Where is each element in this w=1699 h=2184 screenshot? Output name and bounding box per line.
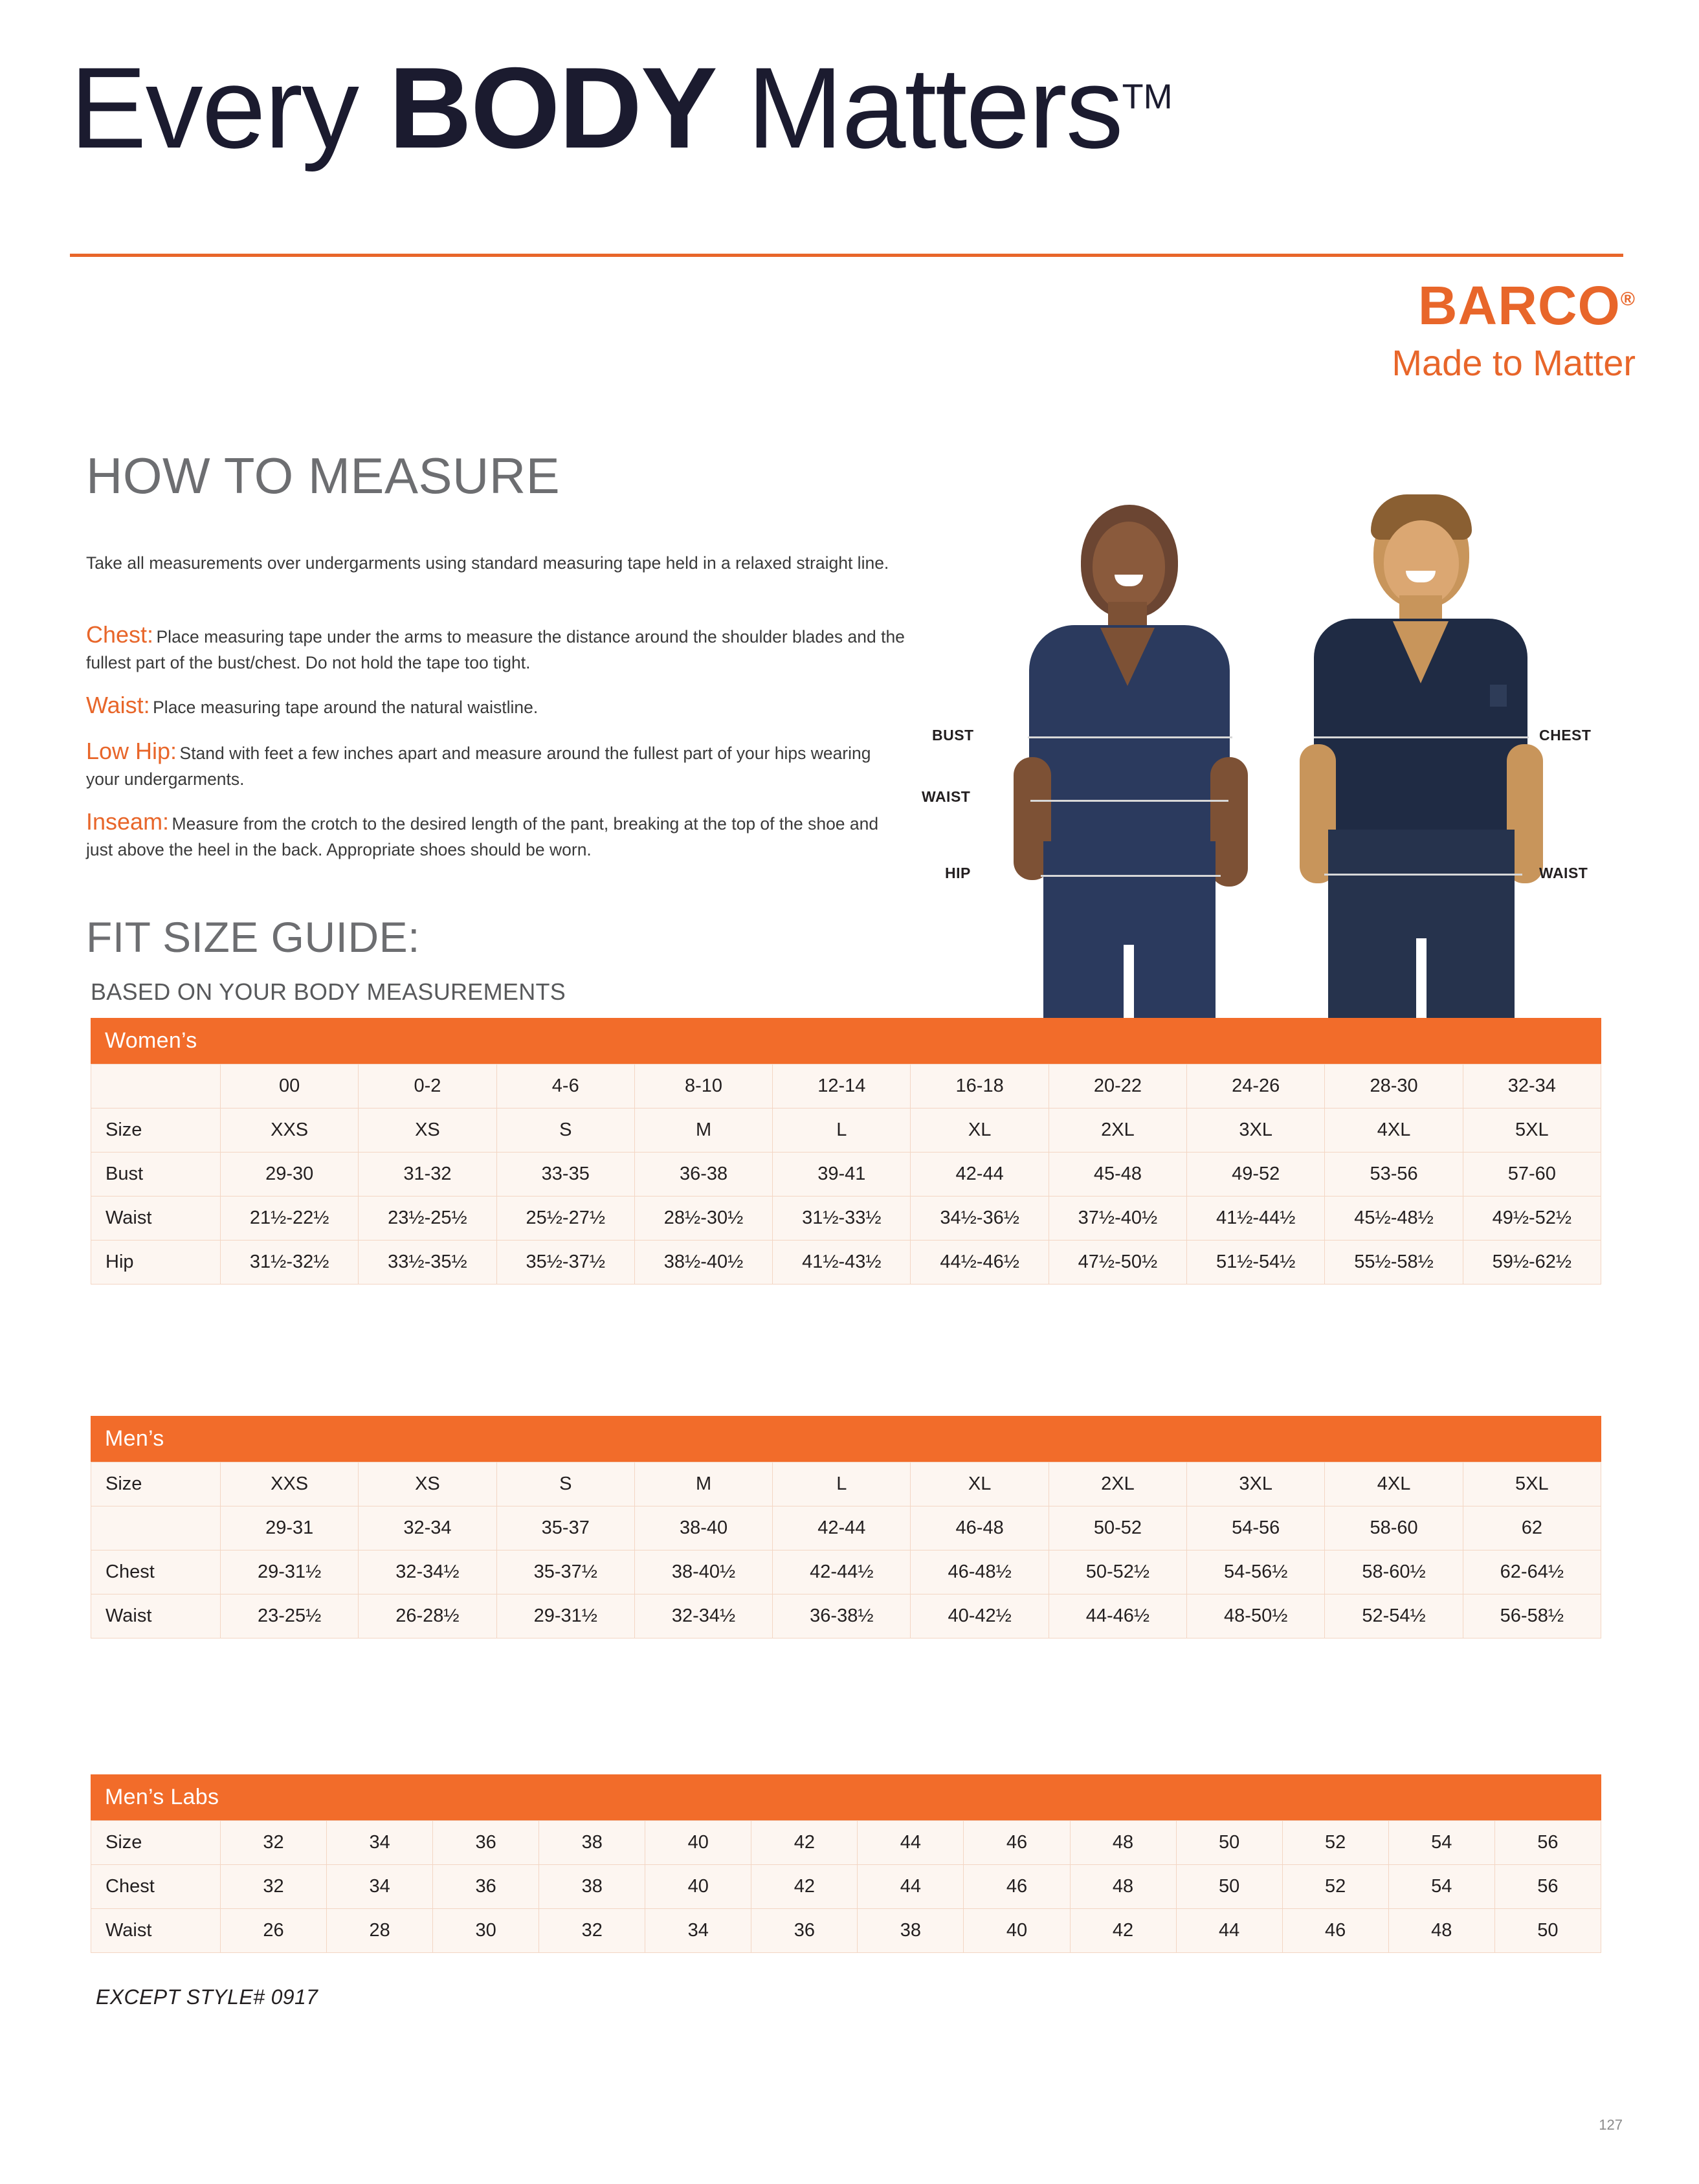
cell: XL xyxy=(911,1109,1049,1153)
cell: 42-44 xyxy=(773,1506,911,1550)
cell: 3XL xyxy=(1187,1462,1325,1506)
intro-paragraph: Take all measurements over undergarments using standard measuring tape held in a relaxed straight line. xyxy=(86,553,889,573)
cell: 25½-27½ xyxy=(496,1197,634,1241)
cell: 44 xyxy=(1176,1909,1282,1953)
cell: XS xyxy=(359,1462,496,1506)
cell: 2XL xyxy=(1049,1109,1186,1153)
definition-term: Waist: xyxy=(86,691,150,718)
cell: 45-48 xyxy=(1049,1153,1186,1197)
cell: 35-37 xyxy=(496,1506,634,1550)
cell: 12-14 xyxy=(773,1064,911,1109)
cell: 62-64½ xyxy=(1463,1550,1601,1594)
definition-text: Place measuring tape under the arms to measure the distance around the shoulder blades and the fullest part of the bust/chest. Do not hold the tape too tight. xyxy=(86,627,905,673)
table-row xyxy=(91,1462,1601,1506)
cell: 46-48½ xyxy=(911,1550,1049,1594)
masthead-word-matters: Matters xyxy=(747,43,1122,172)
row-label xyxy=(91,1506,221,1550)
cell: 32 xyxy=(221,1821,327,1865)
definition-term: Inseam: xyxy=(86,808,170,835)
cell: 35-37½ xyxy=(496,1550,634,1594)
row-label: Chest xyxy=(91,1550,221,1594)
cell: 44½-46½ xyxy=(911,1241,1049,1285)
row-label: Hip xyxy=(91,1241,221,1285)
cell: 29-31½ xyxy=(221,1550,359,1594)
cell: 38-40 xyxy=(634,1506,772,1550)
cell: 2XL xyxy=(1049,1462,1186,1506)
female-right-arm xyxy=(1210,757,1248,887)
divider xyxy=(70,254,1623,257)
cell: 40 xyxy=(645,1821,751,1865)
cell: XL xyxy=(911,1462,1049,1506)
womens-table-heading: Women’s xyxy=(91,1018,1601,1064)
brand-logo xyxy=(1392,275,1636,384)
table-row xyxy=(91,1550,1601,1594)
mens-labs-table-heading: Men’s Labs xyxy=(91,1774,1601,1820)
cell: 30 xyxy=(433,1909,539,1953)
cell: 8-10 xyxy=(634,1064,772,1109)
cell: 42 xyxy=(751,1821,858,1865)
cell: 42-44 xyxy=(911,1153,1049,1197)
cell: 41½-43½ xyxy=(773,1241,911,1285)
cell: 46 xyxy=(964,1821,1070,1865)
cell: 57-60 xyxy=(1463,1153,1601,1197)
cell: 31½-33½ xyxy=(773,1197,911,1241)
cell: L xyxy=(773,1462,911,1506)
cell: 58-60 xyxy=(1325,1506,1463,1550)
mens-labs-table xyxy=(91,1774,1601,1953)
cell: 24-26 xyxy=(1187,1064,1325,1109)
cell: 26-28½ xyxy=(359,1594,496,1638)
cell: 23-25½ xyxy=(221,1594,359,1638)
row-label: Size xyxy=(91,1462,221,1506)
trademark-symbol: TM xyxy=(1122,77,1173,116)
cell: 41½-44½ xyxy=(1187,1197,1325,1241)
cell: 4-6 xyxy=(496,1064,634,1109)
cell: 16-18 xyxy=(911,1064,1049,1109)
cell: 48-50½ xyxy=(1187,1594,1325,1638)
row-label xyxy=(91,1064,221,1109)
cell: 21½-22½ xyxy=(221,1197,359,1241)
cell: 20-22 xyxy=(1049,1064,1186,1109)
masthead-word-every: Every xyxy=(70,43,358,172)
label-waist-left: WAIST xyxy=(922,788,971,805)
cell: 32-34½ xyxy=(634,1594,772,1638)
cell: 44 xyxy=(858,1865,964,1909)
measurement-definitions xyxy=(86,618,908,875)
row-label: Size xyxy=(91,1109,221,1153)
cell: 42 xyxy=(1070,1909,1176,1953)
cell: 44 xyxy=(858,1821,964,1865)
row-label: Size xyxy=(91,1821,221,1865)
definition-low-hip xyxy=(86,734,908,792)
cell: 4XL xyxy=(1325,1109,1463,1153)
cell: 50-52 xyxy=(1049,1506,1186,1550)
male-chest-pocket xyxy=(1490,685,1507,707)
cell: 32 xyxy=(539,1909,645,1953)
table-row xyxy=(91,1241,1601,1285)
cell: 59½-62½ xyxy=(1463,1241,1601,1285)
page-title xyxy=(70,43,1630,172)
cell: 46-48 xyxy=(911,1506,1049,1550)
table-row xyxy=(91,1506,1601,1550)
cell: 36-38 xyxy=(634,1153,772,1197)
cell: 5XL xyxy=(1463,1462,1601,1506)
cell: 55½-58½ xyxy=(1325,1241,1463,1285)
cell: 49-52 xyxy=(1187,1153,1325,1197)
cell: 32 xyxy=(221,1865,327,1909)
cell: 33-35 xyxy=(496,1153,634,1197)
row-label: Waist xyxy=(91,1197,221,1241)
label-bust: BUST xyxy=(932,727,974,744)
definition-text: Stand with feet a few inches apart and measure around the fullest part of your hips wearing your undergarments. xyxy=(86,743,871,789)
label-chest: CHEST xyxy=(1539,727,1592,744)
womens-size-table-wrap xyxy=(91,1018,1601,1285)
table-row xyxy=(91,1109,1601,1153)
label-hip: HIP xyxy=(945,865,971,881)
cell: 62 xyxy=(1463,1506,1601,1550)
cell: 48 xyxy=(1070,1821,1176,1865)
section-title-how-to-measure: HOW TO MEASURE xyxy=(86,447,561,504)
table-row xyxy=(91,1909,1601,1953)
label-waist-right: WAIST xyxy=(1539,865,1588,881)
cell: XXS xyxy=(221,1109,359,1153)
cell: S xyxy=(496,1109,634,1153)
definition-chest xyxy=(86,618,908,676)
table-row xyxy=(91,1594,1601,1638)
table-row xyxy=(91,1821,1601,1865)
cell: 33½-35½ xyxy=(359,1241,496,1285)
womens-size-table xyxy=(91,1018,1601,1285)
cell: 48 xyxy=(1388,1909,1494,1953)
cell: 47½-50½ xyxy=(1049,1241,1186,1285)
cell: 36 xyxy=(751,1909,858,1953)
row-label: Bust xyxy=(91,1153,221,1197)
cell: 50 xyxy=(1176,1865,1282,1909)
cell: 5XL xyxy=(1463,1109,1601,1153)
female-face xyxy=(1093,522,1165,611)
brand-name-text: BARCO xyxy=(1417,275,1621,336)
definition-text: Place measuring tape around the natural waistline. xyxy=(153,697,539,717)
cell: 46 xyxy=(1282,1909,1388,1953)
brand-name xyxy=(1392,275,1636,336)
cell: 54-56 xyxy=(1187,1506,1325,1550)
cell: 38 xyxy=(539,1821,645,1865)
cell: 31-32 xyxy=(359,1153,496,1197)
table-row xyxy=(91,1064,1601,1109)
cell: L xyxy=(773,1109,911,1153)
cell: 40 xyxy=(645,1865,751,1909)
cell: 37½-40½ xyxy=(1049,1197,1186,1241)
row-label: Waist xyxy=(91,1909,221,1953)
cell: 42-44½ xyxy=(773,1550,911,1594)
cell: S xyxy=(496,1462,634,1506)
cell: 29-31½ xyxy=(496,1594,634,1638)
cell: 36 xyxy=(433,1821,539,1865)
row-label: Waist xyxy=(91,1594,221,1638)
cell: 26 xyxy=(221,1909,327,1953)
cell: 46 xyxy=(964,1865,1070,1909)
cell: 29-31 xyxy=(221,1506,359,1550)
definition-waist xyxy=(86,689,908,722)
definition-term: Low Hip: xyxy=(86,737,177,764)
bust-line xyxy=(1028,736,1232,738)
cell: 38-40½ xyxy=(634,1550,772,1594)
definition-term: Chest: xyxy=(86,621,154,648)
cell: M xyxy=(634,1109,772,1153)
cell: 38 xyxy=(539,1865,645,1909)
cell: 49½-52½ xyxy=(1463,1197,1601,1241)
definition-text: Measure from the crotch to the desired length of the pant, breaking at the top of the shoe and just above the heel in the back. Appropriate shoes should be worn. xyxy=(86,813,879,859)
cell: 42 xyxy=(751,1865,858,1909)
cell: 54 xyxy=(1388,1865,1494,1909)
table-row xyxy=(91,1153,1601,1197)
brand-tagline: Made to Matter xyxy=(1392,342,1636,383)
cell: 38½-40½ xyxy=(634,1241,772,1285)
masthead-word-body: BODY xyxy=(388,43,716,172)
cell: 36 xyxy=(433,1865,539,1909)
cell: 32-34 xyxy=(1463,1064,1601,1109)
table-row xyxy=(91,1197,1601,1241)
cell: 53-56 xyxy=(1325,1153,1463,1197)
page-number: 127 xyxy=(1599,2117,1623,2133)
waist-line-female xyxy=(1030,800,1228,802)
cell: M xyxy=(634,1462,772,1506)
cell: 50 xyxy=(1176,1821,1282,1865)
section-title-fit-size-guide: FIT SIZE GUIDE: xyxy=(86,913,421,961)
cell: 54-56½ xyxy=(1187,1550,1325,1594)
hip-line-female xyxy=(1041,875,1221,877)
cell: 34 xyxy=(327,1865,433,1909)
cell: 51½-54½ xyxy=(1187,1241,1325,1285)
cell: 40 xyxy=(964,1909,1070,1953)
cell: 28½-30½ xyxy=(634,1197,772,1241)
cell: 38 xyxy=(858,1909,964,1953)
cell: 29-30 xyxy=(221,1153,359,1197)
cell: 52-54½ xyxy=(1325,1594,1463,1638)
cell: 50 xyxy=(1494,1909,1601,1953)
waist-line-male xyxy=(1324,874,1522,876)
cell: 50-52½ xyxy=(1049,1550,1186,1594)
cell: 44-46½ xyxy=(1049,1594,1186,1638)
except-note: EXCEPT STYLE# 0917 xyxy=(96,1985,318,2009)
cell: 34½-36½ xyxy=(911,1197,1049,1241)
cell: 32-34 xyxy=(359,1506,496,1550)
cell: 0-2 xyxy=(359,1064,496,1109)
chest-line-male xyxy=(1314,736,1529,738)
cell: 52 xyxy=(1282,1821,1388,1865)
cell: XXS xyxy=(221,1462,359,1506)
mens-labs-table-wrap xyxy=(91,1774,1601,1953)
cell: XS xyxy=(359,1109,496,1153)
mens-size-table xyxy=(91,1416,1601,1638)
row-label: Chest xyxy=(91,1865,221,1909)
cell: 31½-32½ xyxy=(221,1241,359,1285)
mens-table-heading: Men’s xyxy=(91,1416,1601,1462)
cell: 58-60½ xyxy=(1325,1550,1463,1594)
cell: 23½-25½ xyxy=(359,1197,496,1241)
mens-size-table-wrap xyxy=(91,1416,1601,1638)
cell: 45½-48½ xyxy=(1325,1197,1463,1241)
cell: 54 xyxy=(1388,1821,1494,1865)
cell: 52 xyxy=(1282,1865,1388,1909)
models-illustration xyxy=(1010,498,1573,1042)
definition-inseam xyxy=(86,805,908,863)
cell: 4XL xyxy=(1325,1462,1463,1506)
cell: 56 xyxy=(1494,1865,1601,1909)
cell: 39-41 xyxy=(773,1153,911,1197)
cell: 56-58½ xyxy=(1463,1594,1601,1638)
cell: 56 xyxy=(1494,1821,1601,1865)
masthead xyxy=(70,43,1630,172)
cell: 28 xyxy=(327,1909,433,1953)
cell: 34 xyxy=(645,1909,751,1953)
cell: 48 xyxy=(1070,1865,1176,1909)
cell: 28-30 xyxy=(1325,1064,1463,1109)
cell: 40-42½ xyxy=(911,1594,1049,1638)
male-face xyxy=(1384,520,1459,606)
registered-icon: ® xyxy=(1620,289,1636,310)
cell: 3XL xyxy=(1187,1109,1325,1153)
cell: 34 xyxy=(327,1821,433,1865)
table-row xyxy=(91,1865,1601,1909)
section-subtitle: BASED ON YOUR BODY MEASUREMENTS xyxy=(91,978,566,1005)
cell: 00 xyxy=(221,1064,359,1109)
cell: 32-34½ xyxy=(359,1550,496,1594)
cell: 35½-37½ xyxy=(496,1241,634,1285)
cell: 36-38½ xyxy=(773,1594,911,1638)
